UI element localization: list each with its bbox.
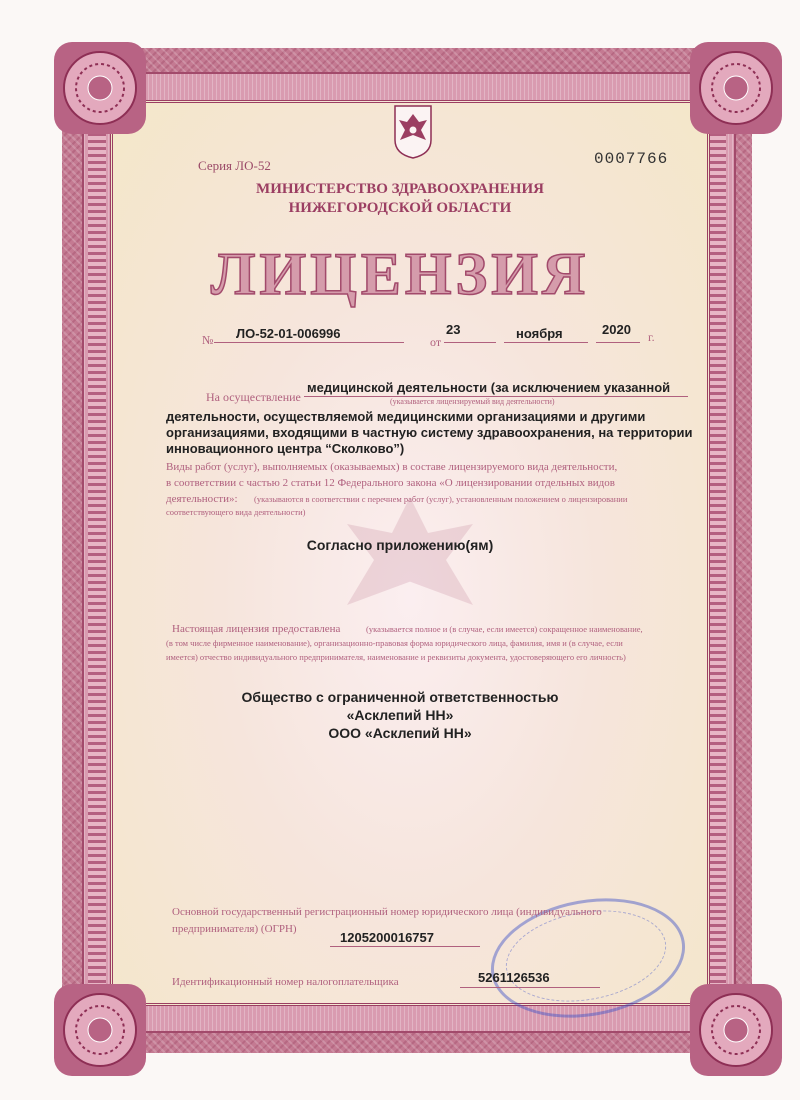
activity-hint: (указывается лицензируемый вид деятельности)	[390, 397, 555, 406]
works-line-4-hint: соответствующего вида деятельности)	[166, 507, 306, 517]
rosette-ornament-icon	[52, 40, 148, 136]
inn-value: 5261126536	[478, 970, 550, 985]
grantee-name-line-1: Общество с ограниченной ответственностью	[241, 689, 559, 705]
grantee-name-line-2: «Асклепий НН»	[346, 707, 454, 723]
grantee-hint-2: (в том числе фирменное наименование), организационно-правовая форма юридического лица, фамилия, имя и (в случае, если	[166, 638, 623, 648]
grantee-name-line-3: ООО «Асклепий НН»	[328, 725, 472, 741]
ministry-line-2: НИЖЕГОРОДСКОЙ ОБЛАСТИ	[288, 200, 512, 216]
grantee-label: Настоящая лицензия предоставлена	[172, 623, 341, 635]
ogrn-label-line-1: Основной государственный регистрационный номер юридического лица (индивидуального	[172, 906, 602, 918]
works-line-3-label: деятельности»:	[166, 493, 238, 505]
license-number: ЛО-52-01-006996	[236, 326, 341, 341]
ogrn-label-line-2: предпринимателя) (ОГРН)	[172, 923, 297, 935]
coat-of-arms-icon	[393, 104, 433, 160]
activity-value-line-1: медицинской деятельности (за исключением указанной	[307, 380, 671, 395]
rosette-ornament-icon	[52, 982, 148, 1078]
series-label: Серия ЛО-52	[198, 158, 271, 173]
ministry-name	[0, 180, 800, 218]
grantee-hint-1: (указывается полное и (в случае, если имеется) сокращенное наименование,	[366, 624, 643, 634]
license-year: 2020	[602, 322, 631, 337]
activity-value-line-2: деятельности, осуществляемой медицинскими организациями и другими	[166, 409, 646, 424]
date-prefix: от	[430, 335, 442, 349]
year-suffix: г.	[648, 330, 655, 344]
works-value: Согласно приложению(ям)	[306, 537, 494, 553]
license-day: 23	[446, 322, 461, 337]
rosette-ornament-icon	[688, 982, 784, 1078]
number-prefix: №	[202, 333, 214, 347]
activity-value-line-3: организациями, входящими в частную систему здравоохранения, на территории	[166, 425, 693, 440]
rosette-ornament-icon	[688, 40, 784, 136]
activity-label: На осуществление	[206, 390, 301, 404]
works-line-3-hint: (указываются в соответствии с перечнем работ (услуг), установленным положением о лицензировании	[254, 494, 628, 504]
license-month: ноября	[516, 326, 563, 341]
activity-value-line-4: инновационного центра “Сколково”)	[166, 441, 405, 456]
inn-label: Идентификационный номер налогоплательщика	[172, 976, 399, 988]
ogrn-value: 1205200016757	[340, 930, 434, 945]
works-line-1: Виды работ (услуг), выполняемых (оказываемых) в составе лицензируемого вида деятельности,	[166, 461, 618, 473]
grantee-name	[0, 688, 800, 742]
ministry-line-1: МИНИСТЕРСТВО ЗДРАВООХРАНЕНИЯ	[256, 181, 544, 197]
grantee-hint-3: имеется) отчество индивидуального предпринимателя, наименование и реквизиты документа, удостоверяющего его личность)	[166, 652, 626, 662]
works-line-2: в соответствии с частью 2 статьи 12 Федерального закона «О лицензировании отдельных видов	[166, 477, 615, 489]
blank-number: 0007766	[594, 150, 669, 168]
document-title: ЛИЦЕНЗИЯ	[210, 241, 590, 307]
